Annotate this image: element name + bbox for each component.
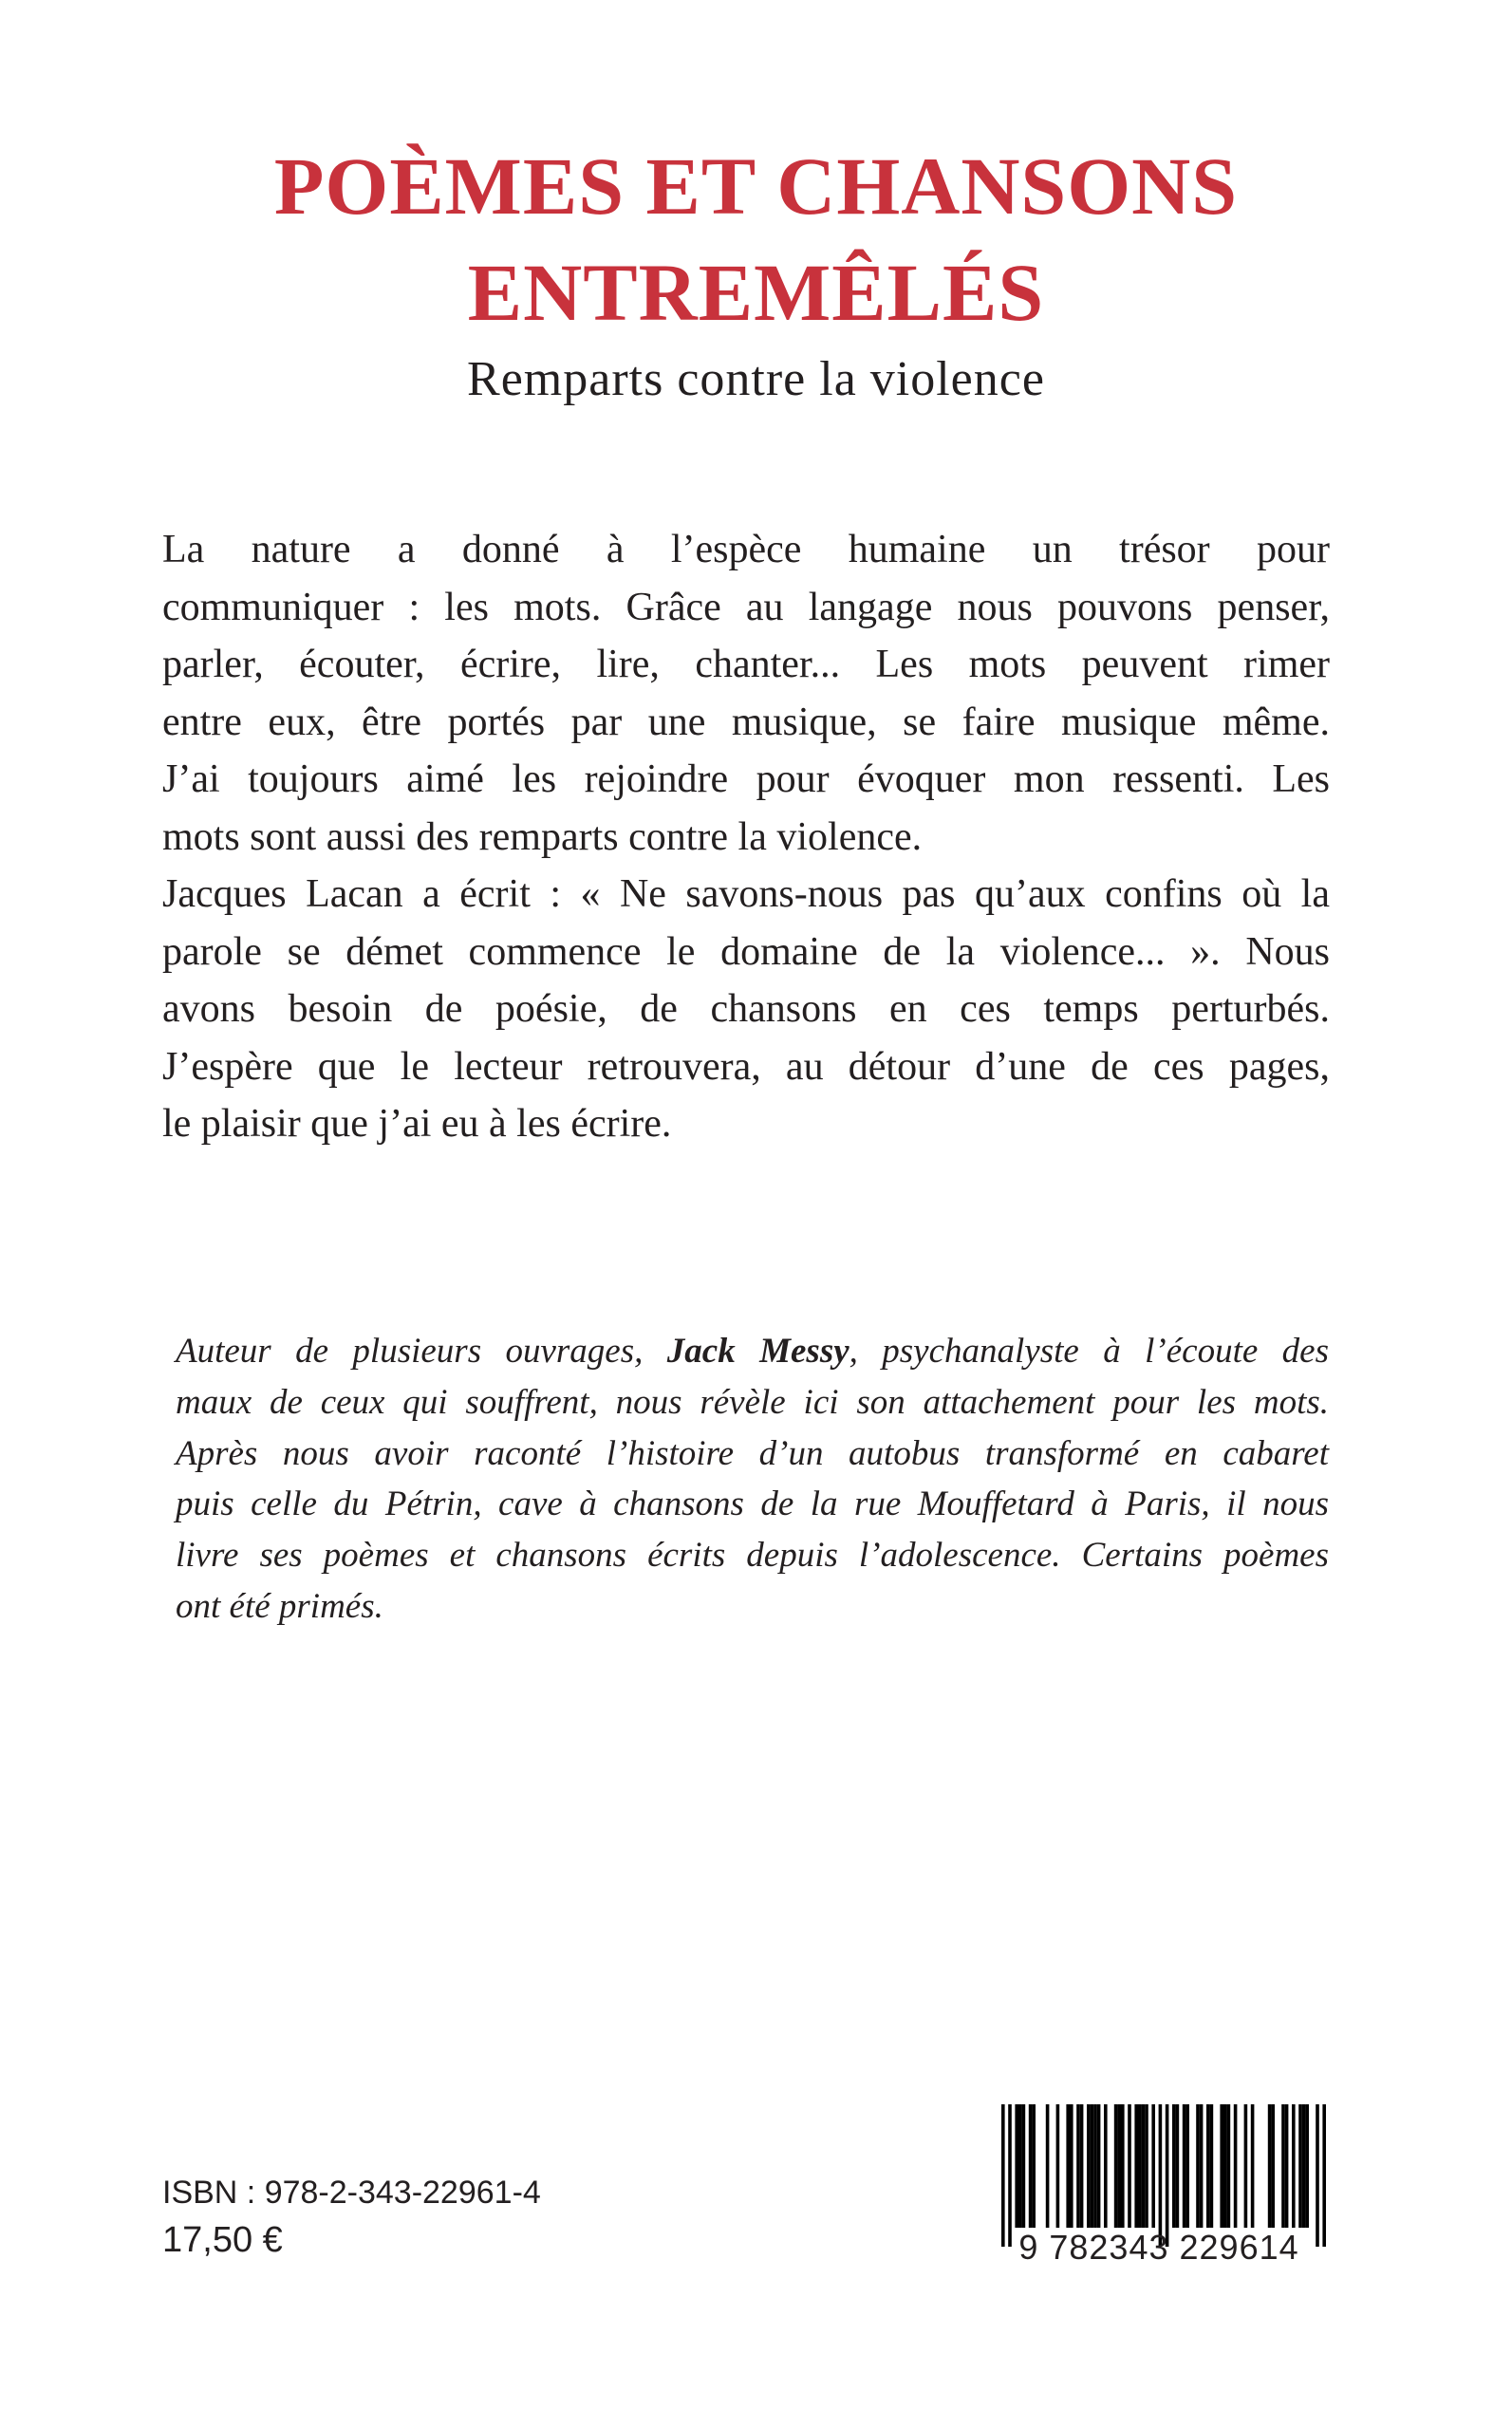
barcode-bar (1076, 2104, 1080, 2228)
barcode-guard-bar (1322, 2104, 1326, 2247)
book-title (0, 133, 1512, 345)
barcode-bar (1056, 2104, 1060, 2228)
bio-line (176, 1326, 1329, 1377)
barcode-guard-bar (1159, 2104, 1163, 2247)
barcode-bar (1305, 2104, 1309, 2228)
barcode-bar (1128, 2104, 1131, 2228)
barcode-guard-bar (1008, 2104, 1012, 2247)
barcode-bar (1251, 2104, 1255, 2228)
barcode-bar (1093, 2104, 1097, 2228)
barcode-bar (1220, 2104, 1223, 2228)
bio-text: , psychanalyste à l’écoute des (849, 1332, 1329, 1371)
bio-line: ont été primés. (176, 1586, 383, 1626)
barcode-bar (1196, 2104, 1200, 2228)
barcode-bar (1151, 2104, 1155, 2228)
isbn-label: ISBN : 978-2-343-22961-4 (162, 2175, 541, 2211)
barcode-bar (1121, 2104, 1125, 2228)
barcode-bar (1032, 2104, 1036, 2228)
text-line: avons besoin de poésie, de chansons en ces temps perturbés. (162, 987, 1330, 1031)
barcode-bar (1091, 2104, 1094, 2228)
barcode-bar (1234, 2104, 1238, 2228)
barcode-bar (1104, 2104, 1108, 2228)
barcode-bar (1172, 2104, 1176, 2228)
barcode-bar (1185, 2104, 1189, 2228)
text-line: La nature a donné à l’espèce humaine un trésor pour (162, 528, 1330, 571)
bio-line: maux de ceux qui souffrent, nous révèle ici son attachement pour les mots. (176, 1382, 1329, 1422)
barcode-bar (1066, 2104, 1070, 2228)
barcode-bar (1271, 2104, 1275, 2228)
barcode-bar (1285, 2104, 1289, 2228)
barcode-bar (1302, 2104, 1306, 2228)
barcode-bar (1210, 2104, 1214, 2228)
barcode-bar (1138, 2104, 1142, 2228)
text-line: mots sont aussi des remparts contre la violence. (162, 814, 923, 859)
text-line: J’espère que le lecteur retrouvera, au détour d’une de ces pages, (162, 1044, 1330, 1089)
barcode-bar (1029, 2104, 1033, 2228)
text-line: J’ai toujours aimé les rejoindre pour évoquer mon ressenti. Les (162, 757, 1330, 801)
text-line: communiquer : les mots. Grâce au langage nous pouvons penser, (162, 585, 1330, 629)
barcode-bar (1046, 2104, 1050, 2228)
barcode-guard-bar (1316, 2104, 1319, 2247)
barcode-bar (1183, 2104, 1186, 2228)
barcode-bar (1244, 2104, 1248, 2228)
barcode-bar (1018, 2104, 1022, 2228)
barcode-bar (1145, 2104, 1148, 2228)
barcode-bar (1223, 2104, 1227, 2228)
text-line: Jacques Lacan a écrit : « Ne savons-nous pas qu’aux confins où la (162, 872, 1330, 916)
barcode-bar (1142, 2104, 1146, 2228)
author-name: Jack Messy (666, 1332, 849, 1371)
title-line-2: ENTREMÊLÉS (467, 247, 1045, 338)
title-line-1: POÈMES ET CHANSONS (273, 140, 1239, 232)
barcode-bar (1070, 2104, 1073, 2228)
text-line: entre eux, être portés par une musique, se faire musique même. (162, 700, 1330, 744)
barcode-bar (1087, 2104, 1091, 2228)
barcode-bar (1176, 2104, 1180, 2228)
blurb-paragraph-2 (162, 866, 1330, 1153)
barcode (982, 2099, 1335, 2279)
barcode-bar (1097, 2104, 1101, 2228)
bio-line: puis celle du Pétrin, cave à chansons de la rue Mouffetard à Paris, il nous (176, 1485, 1329, 1524)
barcode-bar (1292, 2104, 1296, 2228)
barcode-bar (1117, 2104, 1121, 2228)
bio-text: Auteur de plusieurs ouvrages, (176, 1332, 667, 1371)
barcode-bar (1298, 2104, 1302, 2228)
barcode-guard-bar (1001, 2104, 1005, 2247)
book-subtitle: Remparts contre la violence (467, 352, 1045, 406)
barcode-bar (1114, 2104, 1118, 2228)
author-bio (176, 1326, 1329, 1633)
barcode-bar (1200, 2104, 1204, 2228)
bio-line: Après nous avoir raconté l’histoire d’un autobus transformé en cabaret (176, 1433, 1329, 1473)
barcode-bar (1015, 2104, 1018, 2228)
barcode-bar (1281, 2104, 1285, 2228)
blurb-paragraph-1 (162, 521, 1330, 866)
barcode-bar (1022, 2104, 1026, 2228)
bio-line: livre ses poèmes et chansons écrits depuis l’adolescence. Certains poèmes (176, 1536, 1329, 1576)
barcode-bar (1080, 2104, 1084, 2228)
barcode-guard-bar (1166, 2104, 1169, 2247)
text-line: le plaisir que j’ai eu à les écrire. (162, 1102, 672, 1146)
price-label: 17,50 € (162, 2220, 283, 2260)
barcode-digits: 9 782343 229614 (1018, 2228, 1299, 2267)
barcode-bar (1227, 2104, 1231, 2228)
barcode-bar (1134, 2104, 1138, 2228)
barcode-bar (1206, 2104, 1210, 2228)
text-line: parler, écouter, écrire, lire, chanter... Les mots peuvent rimer (162, 643, 1330, 686)
barcode-bar (1268, 2104, 1272, 2228)
text-line: parole se démet commence le domaine de la violence... ». Nous (162, 929, 1330, 974)
